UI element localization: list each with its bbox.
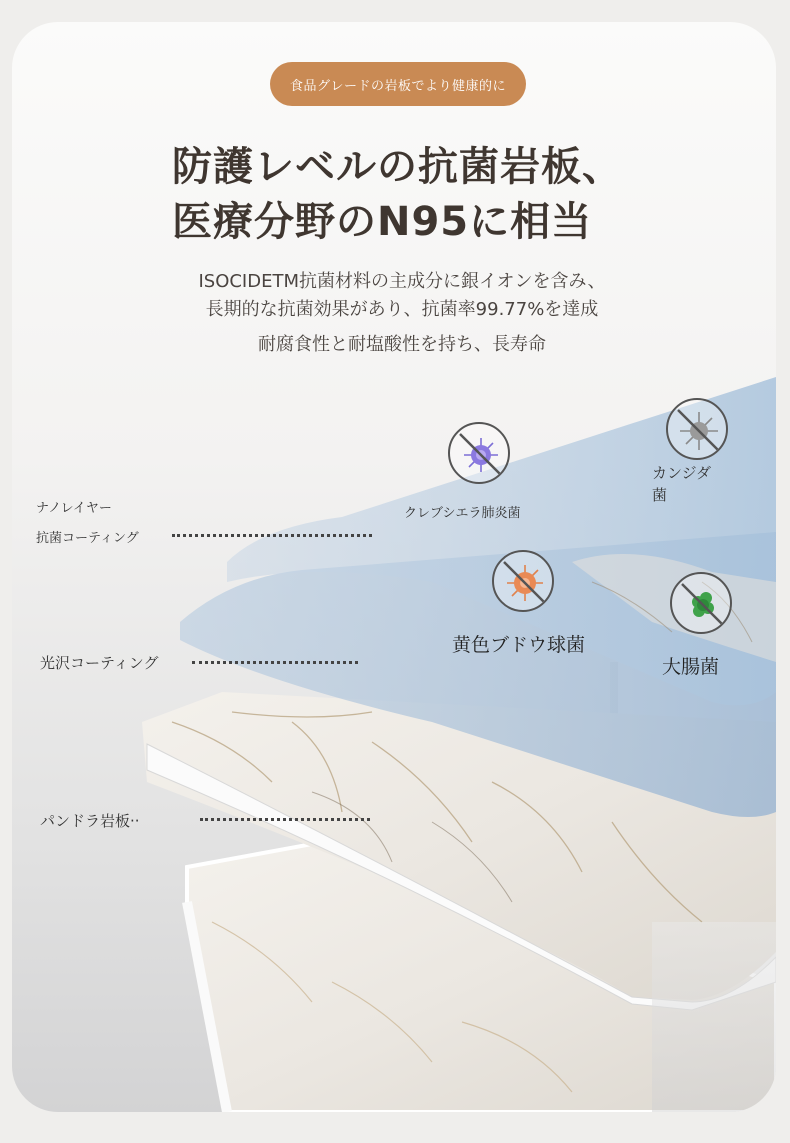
prohibited-ecoli-icon xyxy=(670,572,732,634)
label-nano-layer: ナノレイヤー xyxy=(36,501,112,516)
leader-line-antibacterial xyxy=(172,534,372,537)
label-antibacterial-coating: 抗菌コーティング xyxy=(36,531,139,546)
label-candida-line1: カンジダ xyxy=(652,464,712,482)
label-staph: 黄色ブドウ球菌 xyxy=(452,634,586,656)
label-gloss-coating: 光沢コーティング xyxy=(40,654,159,672)
description-line3: 耐腐食性と耐塩酸性を持ち、長寿命 xyxy=(258,334,546,355)
prohibited-staph-icon xyxy=(492,550,554,612)
content-card xyxy=(12,22,776,1112)
badge: 食品グレードの岩板でより健康的に xyxy=(270,62,526,106)
label-candida xyxy=(652,462,711,506)
headline-line2: 医療分野のN95に相当 xyxy=(172,199,593,245)
description-line2: 長期的な抗菌効果があり、抗菌率99.77%を達成 xyxy=(205,299,599,320)
label-pandora-slab: パンドラ岩板·· xyxy=(40,812,140,830)
headline xyxy=(172,140,772,250)
leader-line-gloss xyxy=(192,661,358,664)
label-klebsiella: クレブシエラ肺炎菌 xyxy=(404,506,521,521)
headline-line1: 防護レベルの抗菌岩板、 xyxy=(172,144,623,190)
prohibited-virus-icon xyxy=(448,422,510,484)
label-candida-line2: 菌 xyxy=(652,486,668,504)
description-line1: ISOCIDETM抗菌材料の主成分に銀イオンを含み、 xyxy=(198,271,606,292)
description xyxy=(162,268,642,324)
leader-line-slab xyxy=(200,818,370,821)
prohibited-candida-icon xyxy=(666,398,728,460)
label-ecoli: 大腸菌 xyxy=(662,656,720,678)
